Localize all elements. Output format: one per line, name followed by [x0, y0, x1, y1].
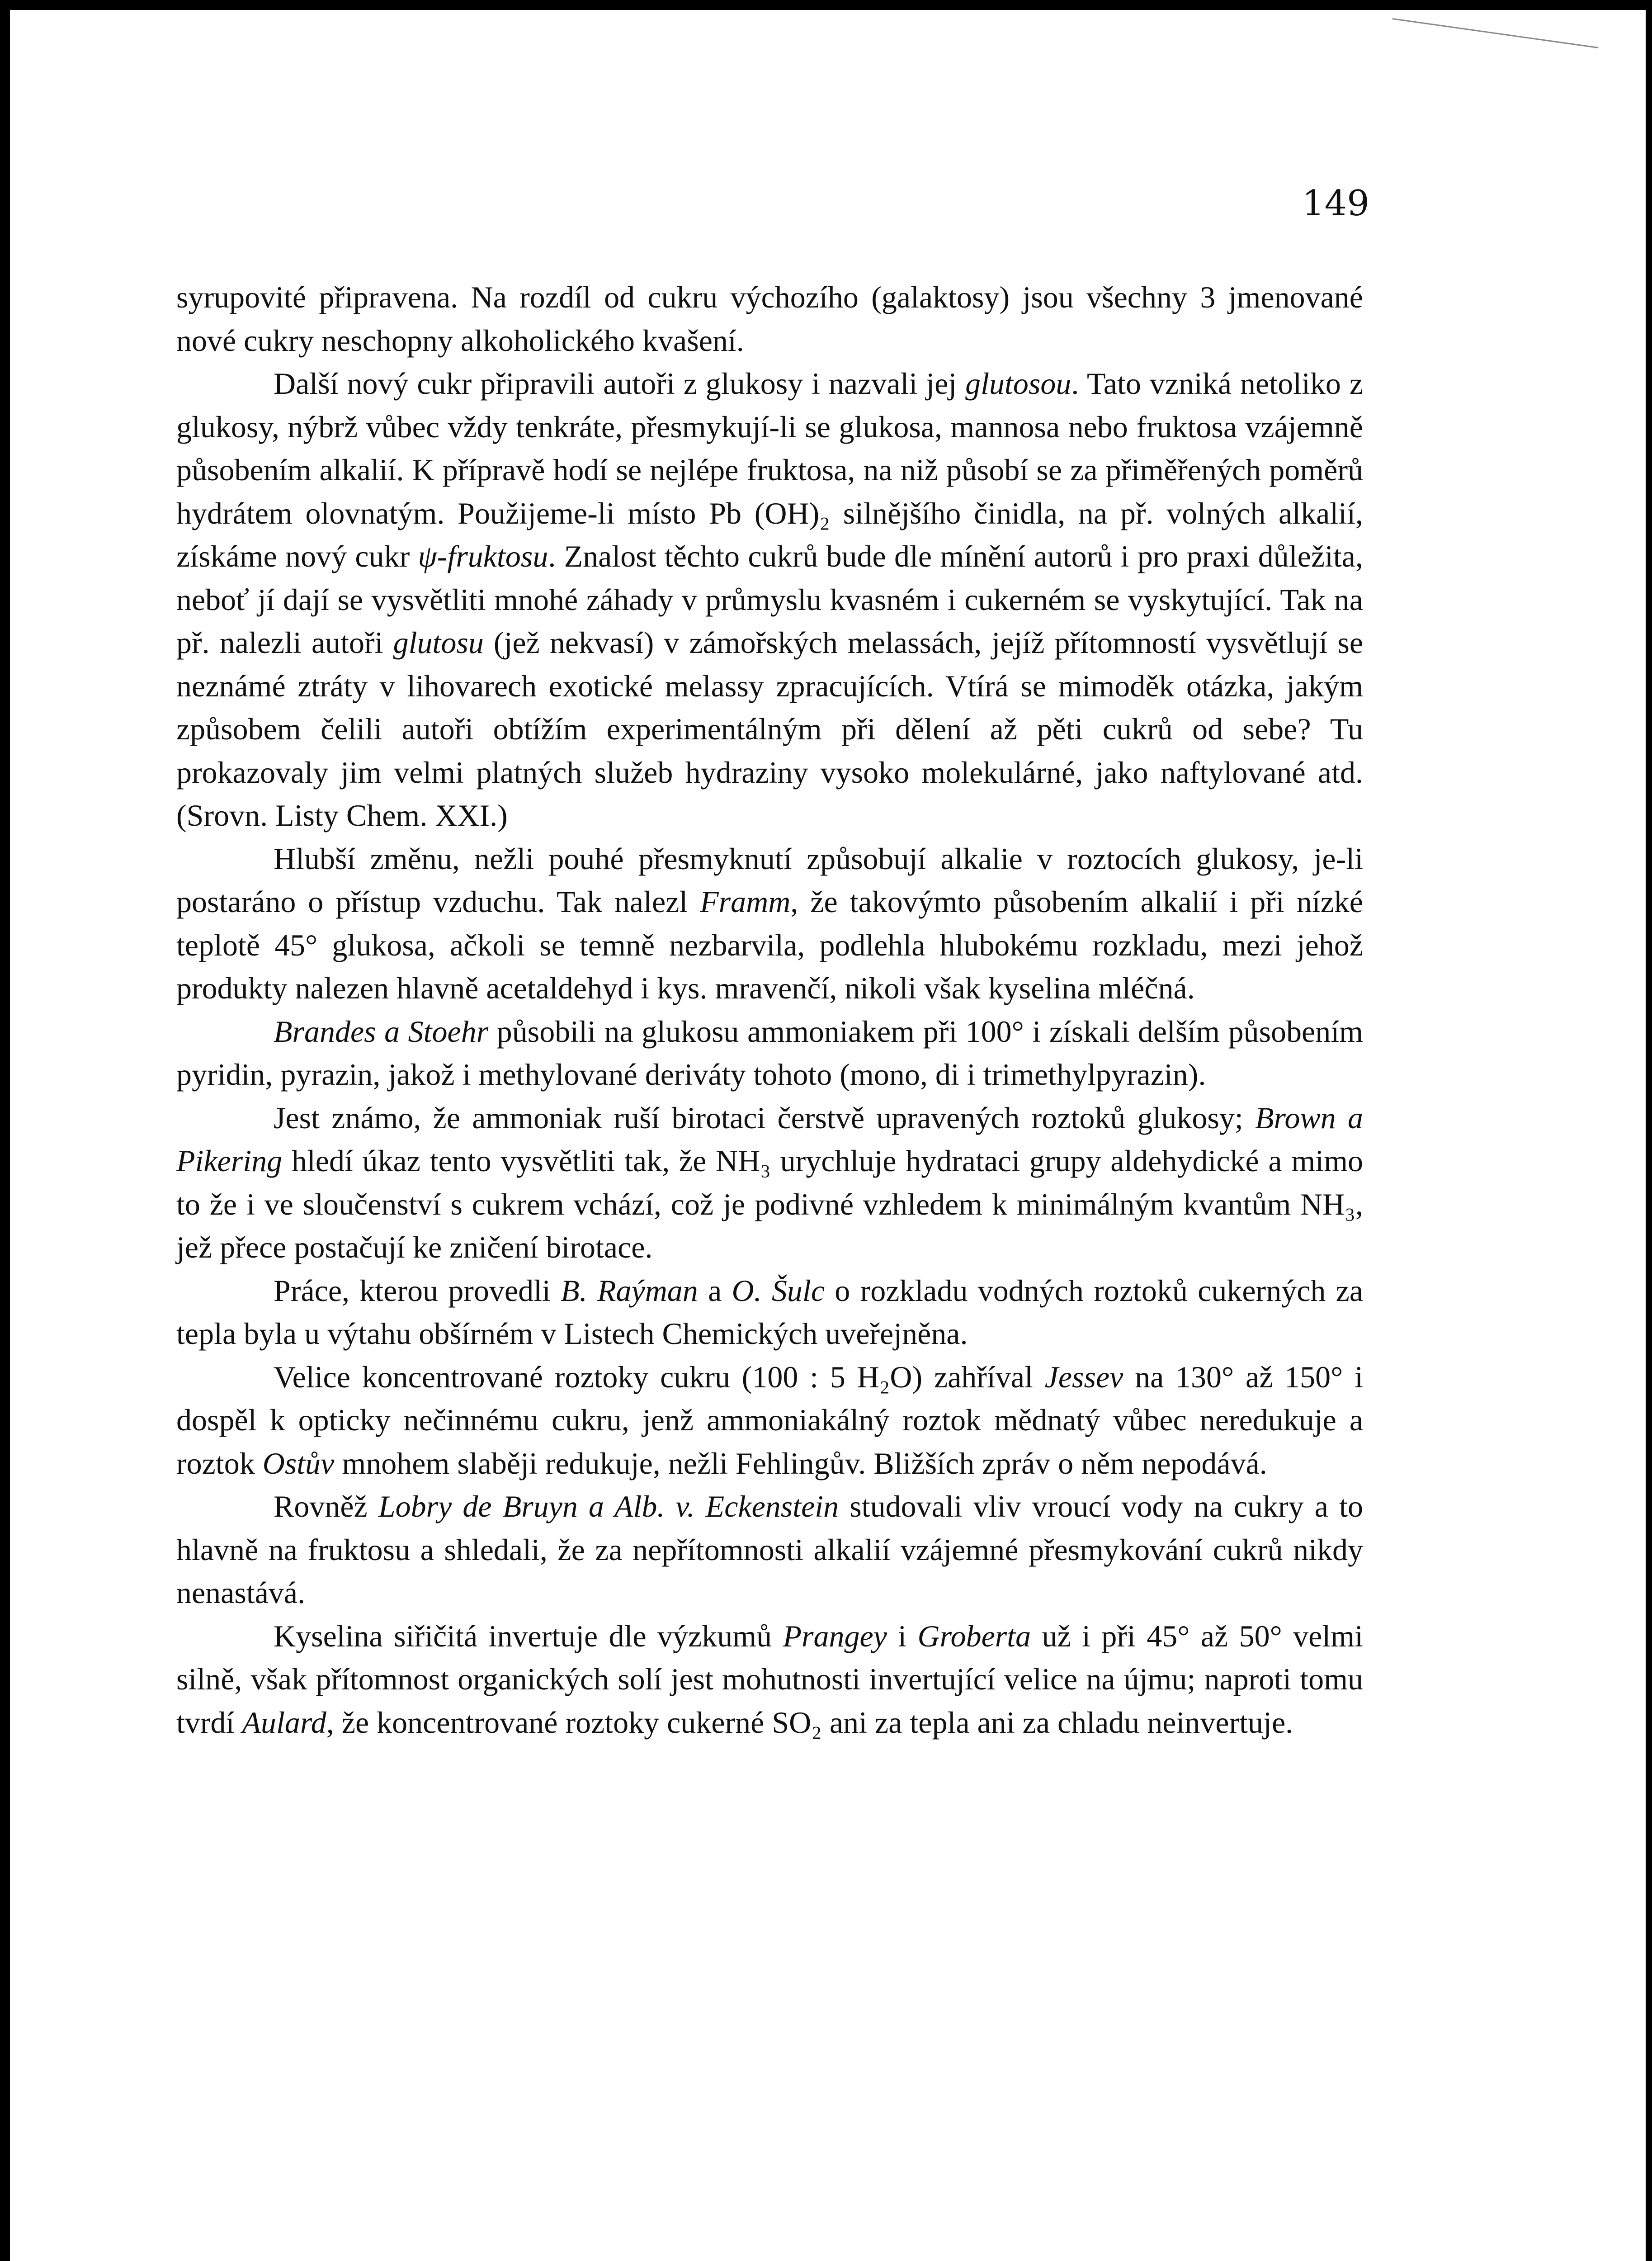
text-run: Rovněž — [274, 1489, 378, 1523]
text-run: Další nový cukr připravili autoři z glukosy i nazvali jej — [274, 366, 966, 401]
page-number: 149 — [1302, 183, 1369, 224]
text-run: Velice koncentrované roztoky cukru (100 : 5 H₂O) zahříval — [274, 1359, 1045, 1394]
text-run: i — [887, 1618, 918, 1653]
italic-name: glutosu — [393, 625, 484, 660]
italic-name: Brown a Pikering — [176, 1100, 1363, 1178]
italic-name: ψ-fruktosu — [418, 539, 548, 573]
text-run: působili na glukosu ammoniakem při 100° i získali delším působením pyridin, pyrazin, jakož i methylované deriváty tohoto (mono, di i trimethylpyrazin). — [176, 1014, 1364, 1092]
italic-name: Lobry de Bruyn a Alb. v. Eckenstein — [378, 1489, 839, 1523]
text-run: hledí úkaz tento vysvětliti tak, že NH₃ urychluje hydrataci grupy aldehydické a mimo to že i ve sloučenství s cukrem vchází, což je podivné vzhledem k minimálným kvantům NH₃, jež přece postačují ke zničení birotace. — [176, 1144, 1363, 1264]
text-run: . Tato vzniká netoliko z glukosy, nýbrž vůbec vždy tenkráte, přesmykují-li se glukosa, mannosa nebo fruktosa vzájemně působením alkalií. K přípravě hodí se nejlépe fruktosa, na niž působí se za přiměřených poměrů hydrátem olovnatým. Použijeme-li místo Pb (OH)₂ silnějšího činidla, na př. volných alkalií, získáme nový cukr — [176, 366, 1363, 573]
italic-name: Ostův — [262, 1446, 335, 1481]
text-run: , že takovýmto působením alkalií i při nízké teplotě 45° glukosa, ačkoli se temně nezbarvila, podlehla hlubokému rozkladu, mezi jehož produkty nalezen hlavně acetaldehyd i kys. mravenčí, nikoli však kyselina mléčná. — [176, 885, 1363, 1005]
body-text — [176, 276, 1363, 1744]
text-run: studovali vliv vroucí vody na cukry a to hlavně na fruktosu a shledali, že za nepřítomnosti alkalií vzájemné přesmykování cukrů nikdy nenastává. — [176, 1489, 1363, 1610]
paragraph — [176, 1010, 1363, 1097]
paragraph — [176, 362, 1363, 837]
text-run: Hlubší změnu, nežli pouhé přesmyknutí způsobují alkalie v roztocích glukosy, je-li postaráno o přístup vzduchu. Tak nalezl — [176, 841, 1363, 919]
scan-border-right — [1646, 0, 1652, 2261]
paragraph — [176, 1485, 1363, 1615]
italic-name: Aulard — [242, 1705, 326, 1740]
italic-name: glutosou — [965, 366, 1071, 401]
paragraph — [176, 276, 1363, 362]
italic-name: Prangey — [783, 1618, 887, 1653]
scan-border-top — [0, 0, 1652, 10]
text-run: , že koncentrované roztoky cukerné SO₂ ani za tepla ani za chladu neinvertuje. — [326, 1705, 1293, 1740]
italic-name: Framm — [700, 885, 791, 919]
paragraph — [176, 1269, 1363, 1356]
text-run: a — [698, 1273, 732, 1308]
text-run: už i při 45° až 50° velmi silně, však přítomnost organických solí jest mohutnosti invertující velice na újmu; naproti tomu tvrdí — [176, 1618, 1363, 1740]
paragraph — [176, 1356, 1363, 1485]
paragraph — [176, 1615, 1363, 1745]
italic-name: Brandes a Stoehr — [274, 1014, 489, 1049]
scan-border-left — [0, 0, 10, 2261]
paragraph — [176, 1097, 1363, 1269]
text-run: syrupovité připravena. Na rozdíl od cukru výchozího (galaktosy) jsou všechny 3 jmenované nové cukry neschopny alkoholického kvašení. — [176, 280, 1363, 358]
text-run: na 130° až 150° i dospěl k opticky nečinnému cukru, jenž ammoniakálný roztok mědnatý vůbec neredukuje a roztok — [176, 1359, 1363, 1481]
italic-name: B. Raýman — [561, 1273, 698, 1308]
paragraph — [176, 837, 1363, 1010]
italic-name: Jessev — [1044, 1359, 1123, 1394]
text-run: (jež nekvasí) v zámořských melassách, jejíž přítomností vysvětlují se neznámé ztráty v lihovarech exotické melassy zpracujících. Vtírá se mimoděk otázka, jakým způsobem čelili autoři obtížím experimentálným při dělení až pěti cukrů od sebe? Tu prokazovaly jim velmi platných služeb hydraziny vysoko molekulárné, jako naftylované atd. (Srovn. Listy Chem. XXI.) — [176, 625, 1364, 833]
italic-name: O. Šulc — [732, 1273, 825, 1308]
text-run: Kyselina siřičitá invertuje dle výzkumů — [274, 1618, 783, 1653]
text-run: . Znalost těchto cukrů bude dle mínění autorů i pro praxi důležita, neboť jí dají se vysvětliti mnohé záhady v průmyslu kvasném i cukerném se vyskytující. Tak na př. nalezli autoři — [176, 539, 1363, 660]
text-run: mnohem slaběji redukuje, nežli Fehlingův. Bližších zpráv o něm nepodává. — [334, 1446, 1267, 1481]
italic-name: Groberta — [917, 1618, 1031, 1653]
text-run: Práce, kterou provedli — [274, 1273, 561, 1308]
text-run: Jest známo, že ammoniak ruší birotaci čerstvě upravených roztoků glukosy; — [274, 1100, 1255, 1135]
text-run: o rozkladu vodných roztoků cukerných za tepla byla u výtahu obšírném v Listech Chemických uveřejněna. — [176, 1273, 1364, 1351]
scan-artifact-line — [1392, 18, 1599, 48]
